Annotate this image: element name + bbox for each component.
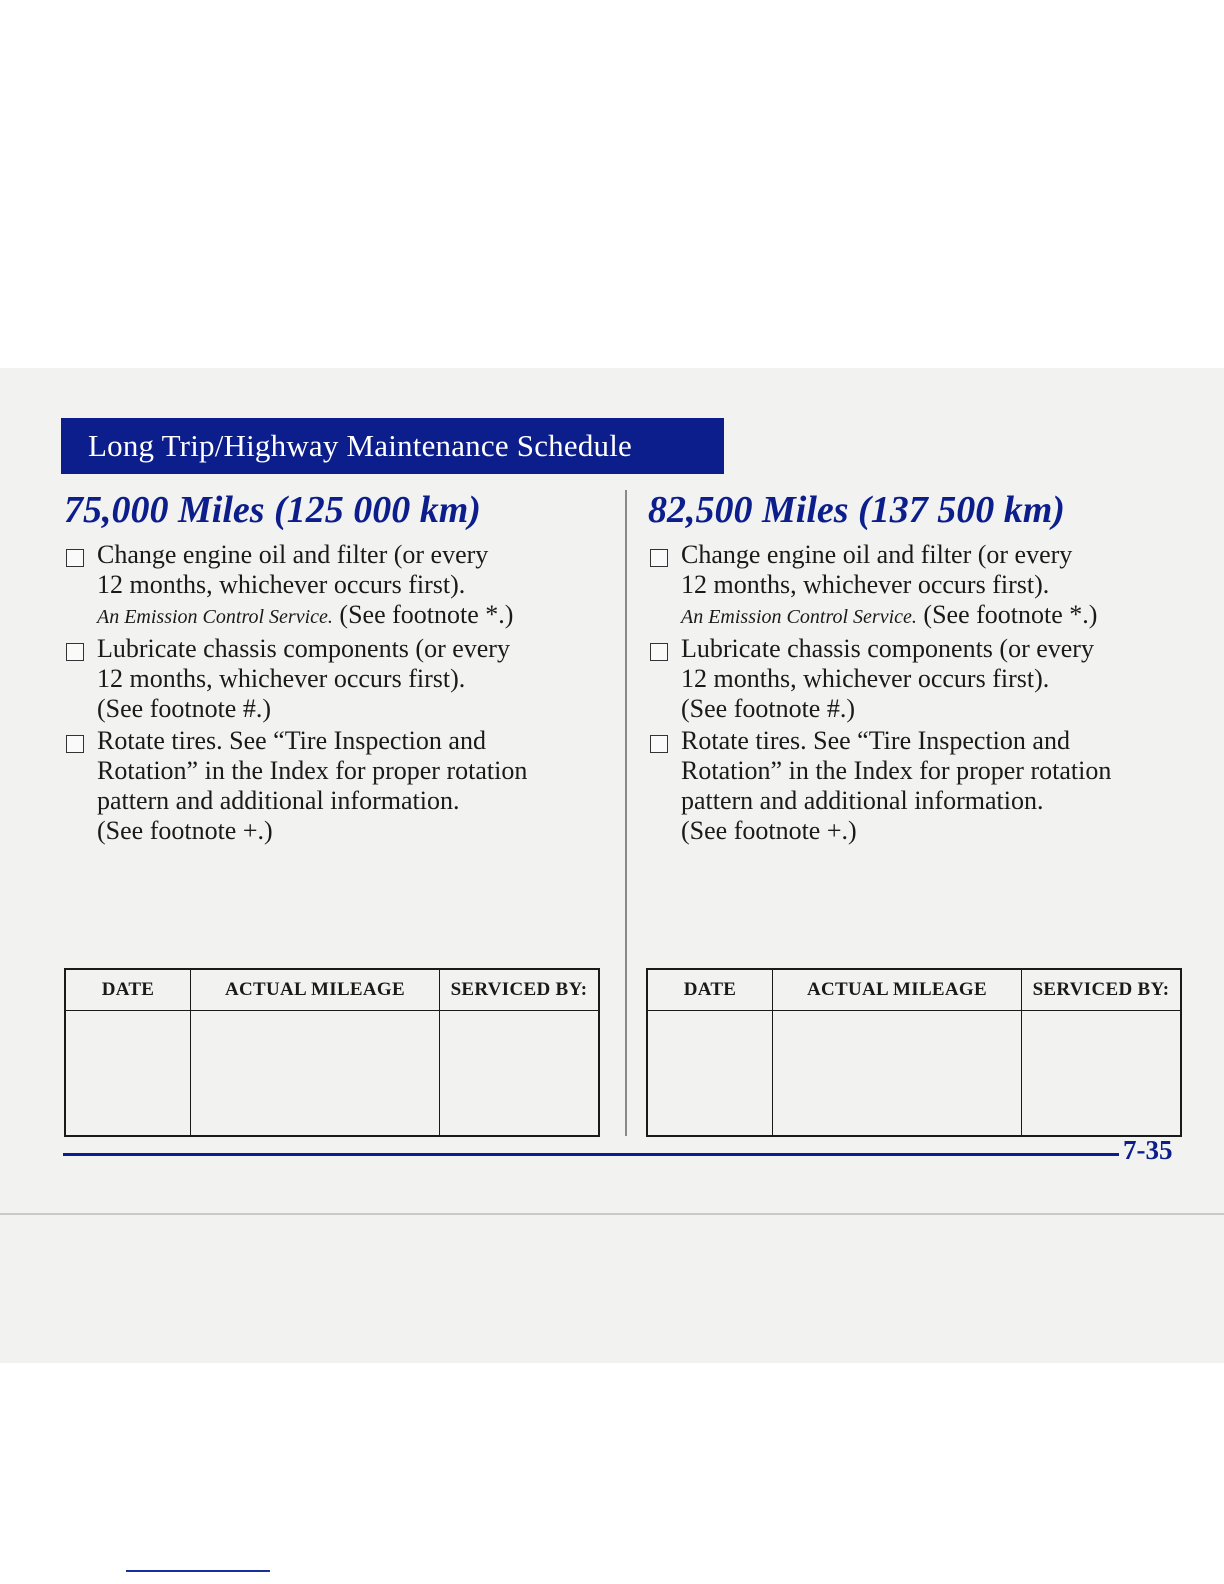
column-header-date: DATE	[65, 969, 191, 1011]
serviced-by-cell[interactable]	[1022, 1011, 1182, 1137]
serviced-by-cell[interactable]	[440, 1011, 600, 1137]
footnote-ref: (See footnote *.)	[923, 600, 1098, 629]
date-cell[interactable]	[65, 1011, 191, 1137]
interval-title: 82,500 Miles (137 500 km)	[648, 489, 1065, 531]
mileage-cell[interactable]	[773, 1011, 1022, 1137]
interval-column-82500	[648, 486, 1193, 848]
interval-title: 75,000 Miles (125 000 km)	[64, 489, 481, 531]
column-header-mileage: ACTUAL MILEAGE	[773, 969, 1022, 1011]
task-footnote-line	[97, 600, 609, 632]
task-rotate-tires	[648, 726, 1193, 846]
checkbox[interactable]	[66, 643, 84, 661]
date-cell[interactable]	[647, 1011, 773, 1137]
decorative-rule	[126, 1570, 270, 1572]
section-header: Long Trip/Highway Maintenance Schedule	[61, 418, 724, 474]
checkbox[interactable]	[66, 735, 84, 753]
emission-service-note: An Emission Control Service.	[97, 606, 333, 628]
task-text: Change engine oil and filter (or every	[97, 540, 489, 569]
table-header-row	[65, 969, 599, 1011]
checkbox[interactable]	[650, 549, 668, 567]
page-number: 7-35	[1123, 1135, 1173, 1165]
task-text: (See footnote #.)	[681, 694, 856, 723]
task-text: (See footnote +.)	[97, 816, 273, 845]
column-header-serviced-by: SERVICED BY:	[440, 969, 600, 1011]
task-text: 12 months, whichever occurs first).	[97, 664, 466, 693]
table-header-row	[647, 969, 1181, 1011]
task-rotate-tires	[64, 726, 609, 846]
task-text: Change engine oil and filter (or every	[681, 540, 1073, 569]
task-oil-change	[648, 540, 1193, 632]
task-text: pattern and additional information.	[97, 786, 460, 815]
interval-column-75000	[64, 486, 609, 848]
task-text: 12 months, whichever occurs first).	[681, 664, 1050, 693]
service-log-table	[64, 968, 600, 1137]
checkbox[interactable]	[66, 549, 84, 567]
checkbox[interactable]	[650, 643, 668, 661]
task-text: Rotation” in the Index for proper rotation	[681, 756, 1112, 785]
task-text: Rotate tires. See “Tire Inspection and	[97, 726, 486, 755]
footnote-ref: (See footnote *.)	[339, 600, 514, 629]
task-lubricate-chassis	[64, 634, 609, 724]
task-footnote-line	[681, 600, 1193, 632]
mileage-cell[interactable]	[191, 1011, 440, 1137]
footer-rule	[63, 1153, 1119, 1156]
task-text: Lubricate chassis components (or every	[681, 634, 1094, 663]
column-divider	[625, 490, 627, 1136]
emission-service-note: An Emission Control Service.	[681, 606, 917, 628]
table-row	[65, 1011, 599, 1137]
task-text: 12 months, whichever occurs first).	[681, 570, 1050, 599]
task-text: (See footnote #.)	[97, 694, 272, 723]
task-oil-change	[64, 540, 609, 632]
task-text: 12 months, whichever occurs first).	[97, 570, 466, 599]
service-log-table	[646, 968, 1182, 1137]
column-header-date: DATE	[647, 969, 773, 1011]
task-text: pattern and additional information.	[681, 786, 1044, 815]
table-row	[647, 1011, 1181, 1137]
task-lubricate-chassis	[648, 634, 1193, 724]
task-text: Rotation” in the Index for proper rotation	[97, 756, 528, 785]
task-text: (See footnote +.)	[681, 816, 857, 845]
checkbox[interactable]	[650, 735, 668, 753]
task-text: Lubricate chassis components (or every	[97, 634, 510, 663]
column-header-serviced-by: SERVICED BY:	[1022, 969, 1182, 1011]
scan-edge-line	[0, 1213, 1224, 1215]
column-header-mileage: ACTUAL MILEAGE	[191, 969, 440, 1011]
task-text: Rotate tires. See “Tire Inspection and	[681, 726, 1070, 755]
